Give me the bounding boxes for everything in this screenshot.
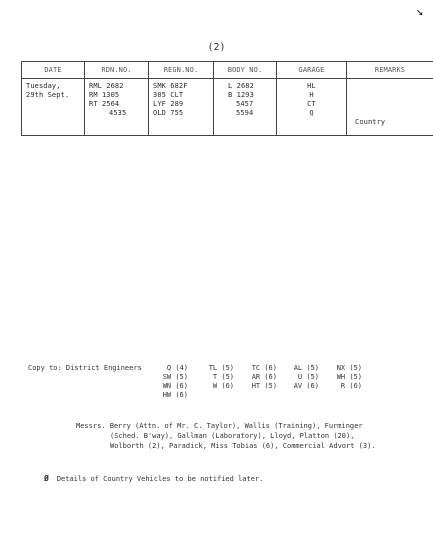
corner-mark: ↘ <box>416 4 424 18</box>
engineer-entry: WH (5) <box>336 373 362 381</box>
header-rdn-no: RDN.NO. <box>85 62 149 79</box>
header-regn-no: REGN.NO. <box>149 62 214 79</box>
rdn-no-value: 4535 <box>109 109 127 117</box>
regn-no-value: OLD 755 <box>153 109 184 117</box>
engineer-column <box>287 364 319 391</box>
engineer-column <box>202 364 234 391</box>
engineer-column <box>158 364 188 400</box>
copy-to-label: Copy to: District Engineers <box>28 364 142 372</box>
garage-value: H <box>309 91 314 99</box>
regn-no-value: 305 CLT <box>153 91 184 99</box>
garage-value: CT <box>307 100 316 108</box>
regn-no-value: SMK 682F <box>153 82 188 90</box>
engineer-entry: WN (6) <box>162 382 188 390</box>
date-line: Tuesday, <box>26 82 61 90</box>
engineer-entry: Q (4) <box>166 364 188 372</box>
engineer-entry: NX (5) <box>336 364 362 372</box>
rdn-no-cell <box>85 79 149 136</box>
engineer-entry: AL (5) <box>293 364 319 372</box>
header-body-no: BODY NO. <box>214 62 277 79</box>
remarks-value: Country <box>355 118 386 126</box>
header-date: DATE <box>22 62 85 79</box>
engineer-entry: HW (6) <box>162 391 188 399</box>
body-no-value: B 1293 <box>228 91 254 99</box>
remarks-cell <box>347 79 433 136</box>
date-line: 29th Sept. <box>26 91 70 99</box>
engineer-column <box>245 364 277 391</box>
rdn-no-value: RM 1305 <box>89 91 120 99</box>
rdn-no-value: RT 2564 <box>89 100 120 108</box>
header-remarks: REMARKS <box>347 62 433 79</box>
rdn-no-value: RML 2682 <box>89 82 124 90</box>
garage-cell <box>277 79 347 136</box>
body-no-value: 5457 <box>236 100 254 108</box>
regn-no-value: LYF 289 <box>153 100 184 108</box>
messrs-distribution <box>76 421 376 451</box>
date-cell <box>22 79 85 136</box>
body-no-value: 5594 <box>236 109 254 117</box>
footnote-text: Details of Country Vehicles to be notified later. <box>56 475 264 483</box>
body-no-cell <box>214 79 277 136</box>
engineer-entry: U (5) <box>297 373 319 381</box>
footnote-symbol: Ø <box>44 474 49 483</box>
engineer-entry: AV (6) <box>293 382 319 390</box>
regn-no-cell <box>149 79 214 136</box>
allocation-table <box>21 61 433 136</box>
table-row <box>22 79 433 136</box>
engineer-entry: HT (5) <box>251 382 277 390</box>
engineer-column <box>330 364 362 391</box>
messrs-line: Messrs. Berry (Attn. of Mr. C. Taylor), Wallis (Training), Furminger <box>76 422 363 430</box>
garage-value: HL <box>307 82 316 90</box>
footnote <box>44 474 263 483</box>
engineer-entry: W (6) <box>212 382 234 390</box>
body-no-value: L 2682 <box>228 82 254 90</box>
engineer-entry: TC (6) <box>251 364 277 372</box>
engineer-entry: R (6) <box>340 382 362 390</box>
engineer-entry: TL (5) <box>208 364 234 372</box>
garage-value: Q <box>309 109 314 117</box>
engineer-entry: SW (5) <box>162 373 188 381</box>
page-number: (2) <box>207 42 226 53</box>
header-garage: GARAGE <box>277 62 347 79</box>
engineer-entry: AR (6) <box>251 373 277 381</box>
messrs-line: (Sched. B'way), Gallman (Laboratory), Lloyd, Platton (20), <box>110 432 355 440</box>
table-header-row <box>22 62 433 79</box>
engineer-entry: T (5) <box>212 373 234 381</box>
messrs-line: Wolborth (2), Paradick, Miss Tobias (6), Commercial Advort (3). <box>110 442 376 450</box>
